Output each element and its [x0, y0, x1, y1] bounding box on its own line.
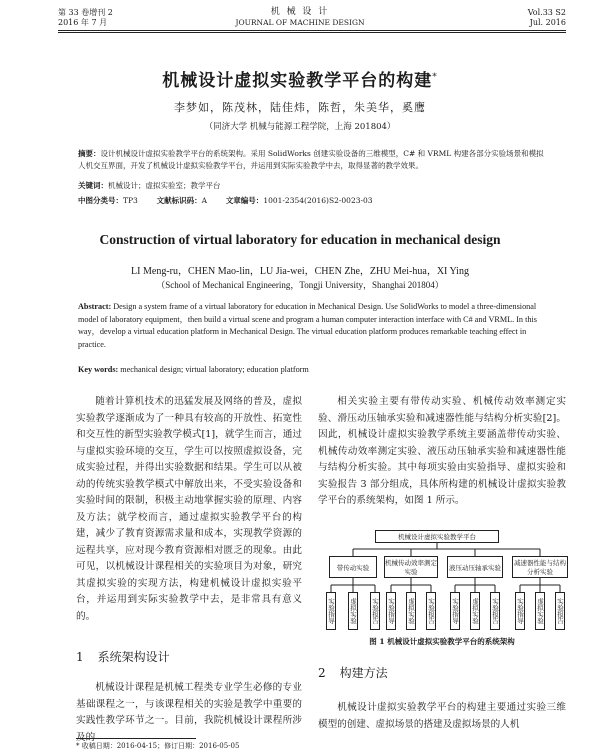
section-1-text: 机械设计课程是机械工程类专业学生必修的专业基础课程之一，与该课程相关的实验是教学中重要的实践性教学环节之一。目前，我院机械设计课程所涉及的 [76, 682, 302, 743]
figure-leaf-virtual: 虚拟实验 [348, 592, 358, 630]
figure-leaf-guide: 实验指导 [450, 592, 460, 630]
figure-leaf-virtual: 虚拟实验 [535, 592, 545, 630]
figure-branch-bearing: 液压动压轴承实验 [447, 556, 503, 578]
figure-leaf-report: 实验报告 [370, 592, 380, 630]
header-journal-en: JOURNAL OF MACHINE DESIGN [235, 18, 365, 27]
article-id-label: 文章编号： [225, 196, 264, 205]
paper-title-cn-text: 机械设计虚拟实验教学平台的构建 [162, 71, 433, 91]
keywords-cn-text: 机械设计；虚拟实验室；教学平台 [108, 181, 221, 190]
figure-root-node: 机械设计虚拟实验教学平台 [375, 530, 499, 543]
class-label: 中图分类号： [78, 196, 123, 205]
section-2-title: 构建方法 [339, 666, 388, 680]
doc-label: 文献标识码： [156, 196, 202, 205]
abstract-cn-text: 设计机械设计虚拟实验教学平台的系统架构。采用 SolidWorks 创建实验设备的三维模型，C# 和 VRML 构建各部分实验场景和模拟人机交互界面，开发了机械设计虚拟实验教学平台，并运用到实际实验教学中去，取得显著的教学效果。 [78, 149, 544, 170]
section-2-text: 机械设计虚拟实验教学平台的构建主要通过实验三维模型的创建、虚拟场景的搭建及虚拟场景的人机 [318, 702, 566, 730]
affiliation-en: （School of Mechanical Engineering，Tongji University，Shanghai 201804） [156, 280, 444, 290]
figure-leaf-report: 实验报告 [490, 592, 500, 630]
header-date-en: Jul. 2016 [529, 18, 566, 27]
figure-leaf-report: 实验报告 [426, 592, 436, 630]
section-2-number: 2 [318, 666, 326, 680]
article-id-value: 1001-2354(2016)S2-0023-03 [263, 196, 373, 205]
keywords-en-text: mechanical design; virtual laboratory; education platform [120, 365, 309, 374]
footnote-received-date: * 收稿日期：2016-04-15；修订日期：2016-05-05 [76, 742, 240, 750]
footnote-rule [76, 738, 196, 739]
header-date: 2016 年 7 月 [58, 18, 108, 27]
header-volume: 第 33 卷增刊 2 [58, 8, 113, 17]
figure-branch-efficiency: 机械传动效率测定实验 [384, 556, 438, 578]
figure-leaf-virtual: 虚拟实验 [406, 592, 416, 630]
authors-en: LI Meng-ru，CHEN Mao-lin，LU Jia-wei，CHEN Zhe，ZHU Mei-hua，XI Ying [131, 266, 469, 277]
section-2-paragraph [318, 700, 566, 733]
keywords-en-label: Key words: [78, 365, 119, 374]
paper-title-en: Construction of virtual laboratory for education in mechanical design [99, 232, 501, 247]
figure-branch-belt: 带传动实验 [329, 556, 377, 578]
title-footnote-mark: * [432, 72, 438, 83]
abstract-en-label: Abstract: [78, 302, 112, 311]
keywords-cn-label: 关键词： [78, 181, 108, 190]
right-text: 相关实验主要有带传动实验、机械传动效率测定实验、滑压动压轴承实验和减速器性能与结构分析实验[2]。因此，机械设计虚拟实验教学系统主要涵盖带传动实验、机械传动效率测定实验、液压动压轴承实验和减速器性能与结构分析实验。其中每项实验由实验指导、虚拟实验和实验报告 3 部分组成，具体所构建的机械设计虚拟实验教学平台的系统架构，如图 1 所示。 [318, 396, 566, 506]
figure-leaf-guide: 实验指导 [326, 592, 336, 630]
intro-text: 随着计算机技术的迅猛发展及网络的普及，虚拟实验教学逐渐成为了一种具有较高的开放性、拓宽性和交互性的新型实验教学模式[1]，就学生而言，通过与虚拟实验环境的交互，学生可以按照虚拟设备，完成实验过程，并得出实验数据和结果。学生可以从被动的传统实验教学模式中解放出来，不受实验设备和实验时间的限制，积极主动地掌握实验的原理、内容及方法；就学校而言，通过虚拟实验教学平台的构建，减少了教育资源需求量和成本，实现教学资源的远程共享，应对现今教育资源相对匮乏的现象。由此可见，以机械设计课程相关的实验项目为对象，研究其虚拟实验的实现方法，构建机械设计虚拟实验平台，并运用到实际实验教学中去，是非常具有意义的。 [76, 396, 302, 622]
section-1-title: 系统架构设计 [97, 650, 170, 664]
figure-branch-reducer: 减速器性能与结构分析实验 [512, 556, 568, 578]
figure-leaf-guide: 实验指导 [386, 592, 396, 630]
section-1-number: 1 [76, 650, 84, 664]
header-journal-cn: 机 械 设 计 [270, 7, 330, 17]
figure-leaf-virtual: 虚拟实验 [470, 592, 480, 630]
affiliation-cn: （同济大学 机械与能源工程学院，上海 201804） [204, 122, 396, 132]
figure-leaf-report: 实验报告 [555, 592, 565, 630]
class-value: TP3 [123, 196, 138, 205]
abstract-en-text: Design a system frame of a virtual laboratory for education in Mechanical Design. Use SolidWorks to model a three-dimensional model of laboratory equipment，then build a virtual scene and program a human computer interaction interface with C# and VRML. In this way，develop a virtual education platform in Mechanical Design. The virtual education platform produces remarkable teaching effect in practice. [78, 302, 537, 349]
header-vol-en: Vol.33 S2 [527, 8, 566, 17]
authors-cn: 李梦如，陈茂林，陆佳炜，陈哲，朱美华，奚鹰 [174, 101, 426, 114]
section-2-heading [318, 664, 388, 681]
figure-1-caption: 图 1 机械设计虚拟实验教学平台的系统架构 [369, 637, 515, 646]
abstract-cn-label: 摘要： [78, 149, 101, 158]
figure-leaf-guide: 实验指导 [515, 592, 525, 630]
doc-value: A [201, 196, 208, 205]
